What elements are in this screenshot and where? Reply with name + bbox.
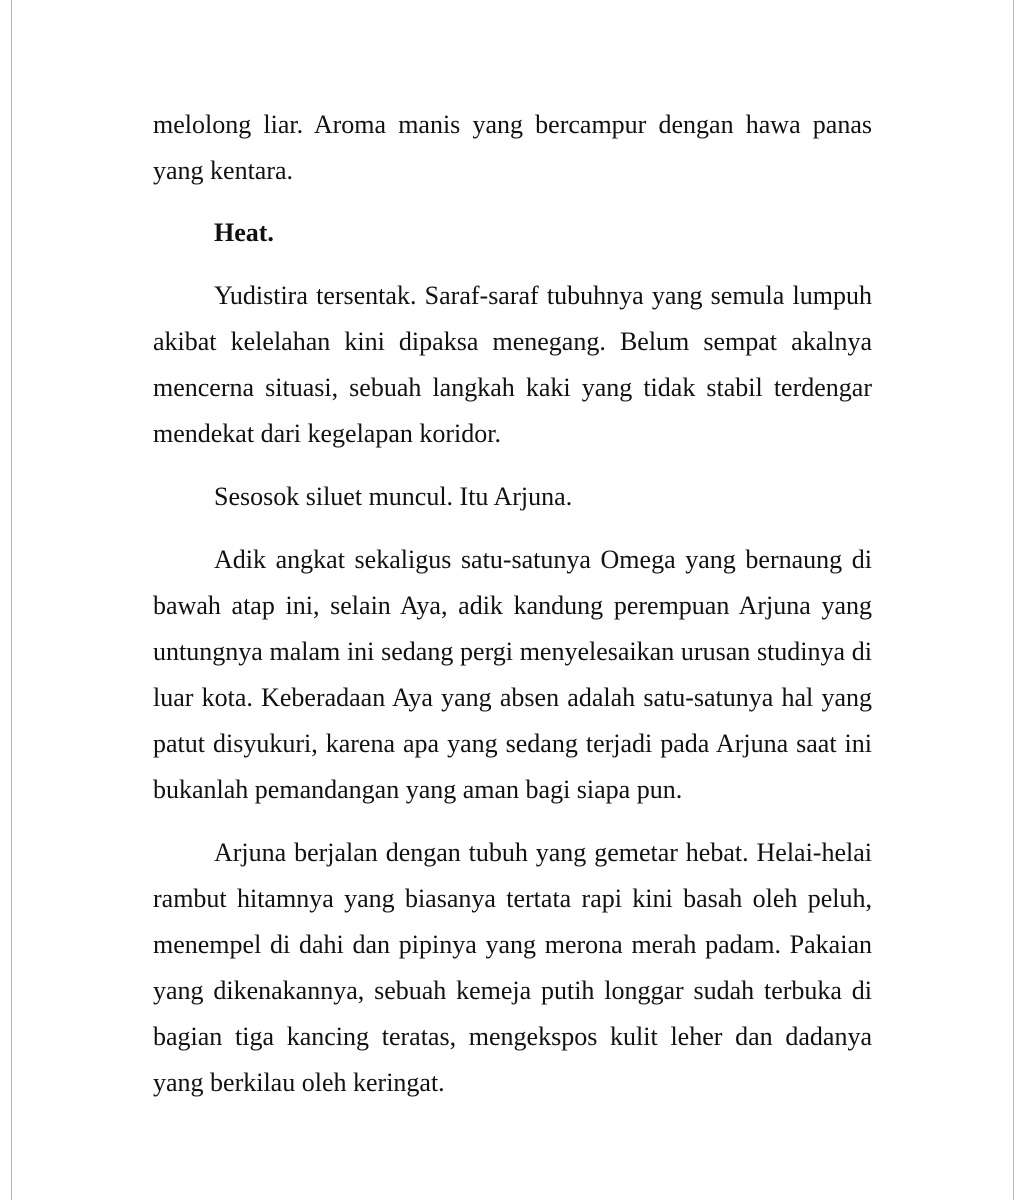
paragraph-yudistira: Yudistira tersentak. Saraf-saraf tubuhnya yang semula lumpuh akibat kelelahan kini dipaksa menegang. Belum sempat akalnya mencerna situasi, sebuah langkah kaki yang tidak stabil terdengar mendekat dari kegelapan koridor. [153, 281, 872, 448]
paragraph-continuation: melolong liar. Aroma manis yang bercampur dengan hawa panas yang kentara. [153, 110, 872, 185]
section-heading: Heat. [214, 218, 274, 247]
page-left-edge [11, 0, 12, 1200]
page-right-edge [1013, 0, 1014, 1200]
paragraph-adik-angkat: Adik angkat sekaligus satu-satunya Omega yang bernaung di bawah atap ini, selain Aya, adik kandung perempuan Arjuna yang untungnya malam ini sedang pergi menyelesaikan urusan studinya di luar kota. Keberadaan Aya yang absen adalah satu-satunya hal yang patut disyukuri, karena apa yang sedang terjadi pada Arjuna saat ini bukanlah pemandangan yang aman bagi siapa pun. [153, 545, 872, 804]
paragraph-arjuna-berjalan: Arjuna berjalan dengan tubuh yang gemetar hebat. Helai-helai rambut hitamnya yang biasanya tertata rapi kini basah oleh peluh, menempel di dahi dan pipinya yang merona merah padam. Pakaian yang dikenakannya, sebuah kemeja putih longgar sudah terbuka di bagian tiga kancing teratas, mengekspos kulit leher dan dadanya yang berkilau oleh keringat. [153, 838, 872, 1097]
paragraph-siluet: Sesosok siluet muncul. Itu Arjuna. [214, 482, 573, 511]
document-page-body [153, 102, 872, 1106]
